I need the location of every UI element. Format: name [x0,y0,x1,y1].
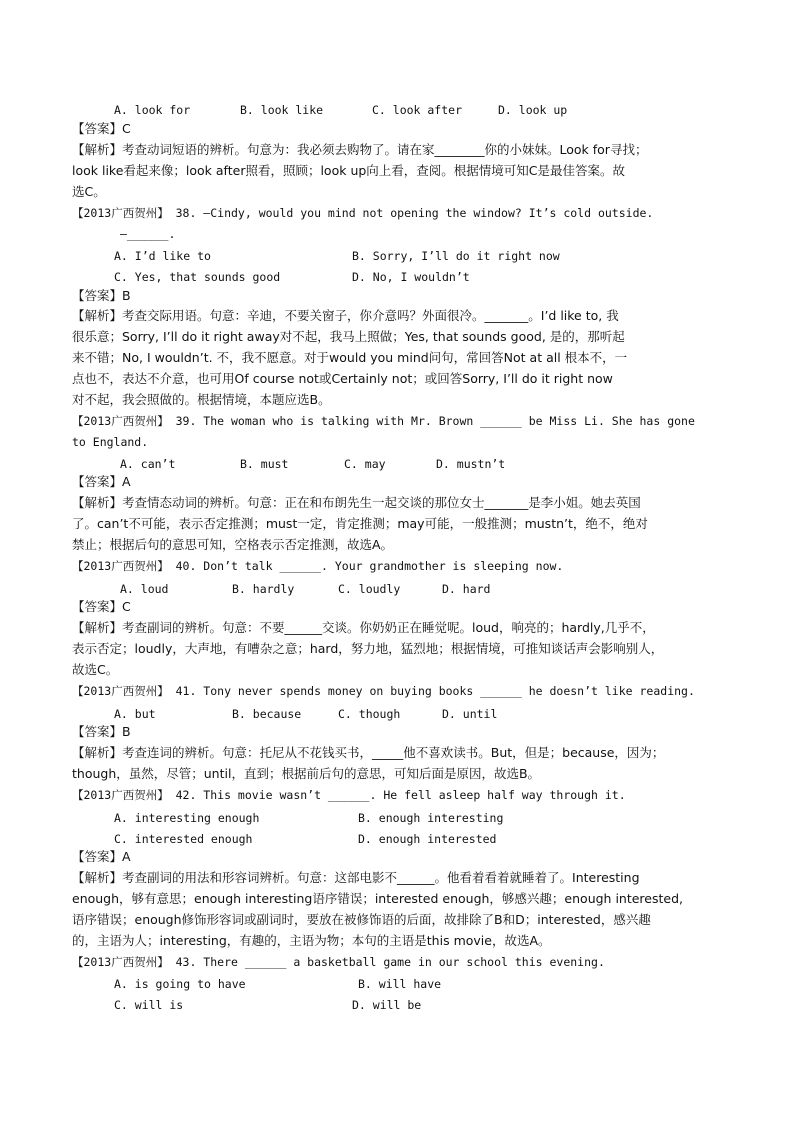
analysis-line: 点也不，表达不介意，也可用Of course not或Certainly not；或回答Sorry, I’ll do it right now [72,371,613,386]
question-stem: 【2013广西贺州】 41. Tony never spends money on buying books ______ he doesn’t like reading. [72,684,695,698]
option-c: C. loudly [338,582,401,596]
option-a: A. is going to have [114,977,246,991]
option-a: A. I’d like to [114,249,211,263]
analysis-line: 【解析】考查副词的用法和形容词辨析。句意：这部电影不______。他看着看着就睡着了。Interesting [72,870,640,885]
analysis-line: 很乐意；Sorry, I’ll do it right away对不起，我马上照做；Yes, that sounds good, 是的，那听起 [72,329,625,344]
analysis-line: 故选C。 [72,662,119,677]
option-b: B. must [240,457,289,471]
analysis-line: 禁止；根据后句的意思可知，空格表示否定推测，故选A。 [72,537,394,552]
option-c: C. Yes, that sounds good [114,270,281,284]
analysis-line: 【解析】考查副词的辨析。句意：不要______交谈。你奶奶正在睡觉呢。loud，响亮的；hardly,几乎不， [72,620,655,635]
analysis-line: 表示否定；loudly，大声地，有嘈杂之意；hard，努力地，猛烈地；根据情境，可推知谈话声会影响别人， [72,641,664,656]
option-c: C. interested enough [114,832,253,846]
analysis-line: 选C。 [72,184,106,199]
answer-line: 【答案】C [72,121,131,136]
option-b: B. look like [240,103,324,117]
analysis-line: 对不起，我会照做的。根据情境，本题应选B。 [72,392,331,407]
option-b: B. hardly [232,582,295,596]
option-c: C. will is [114,998,184,1012]
option-d: D. hard [442,582,491,596]
answer-line: 【答案】B [72,288,131,303]
option-d: D. look up [498,103,568,117]
answer-line: 【答案】A [72,474,131,489]
option-a: A. can’t [120,457,176,471]
question-stem: 【2013广西贺州】 42. This movie wasn’t ______. He fell asleep half way through it. [72,788,626,802]
analysis-line: 的，主语为人；interesting，有趣的，主语为物；本句的主语是this movie，故选A。 [72,933,551,948]
option-d: D. until [442,707,498,721]
analysis-line: 来不错；No, I wouldn’t. 不，我不愿意。对于would you mind问句，常回答Not at all 根本不，一 [72,350,628,365]
option-b: B. will have [358,977,442,991]
question-stem: 【2013广西贺州】 38. —Cindy, would you mind not opening the window? It’s cold outside. [72,206,654,220]
analysis-line: 【解析】考查交际用语。句意：辛迪，不要关窗子，你介意吗？外面很冷。_______。I’d like to, 我 [72,308,619,323]
answer-line: 【答案】A [72,849,131,864]
question-stem: to England. [72,435,149,449]
answer-line: 【答案】B [72,724,131,739]
option-a: A. look for [114,103,191,117]
analysis-line: 【解析】考查连词的辨析。句意：托尼从不花钱买书，_____他不喜欢读书。But，但是；because，因为； [72,745,665,760]
analysis-line: 语序错误；enough修饰形容词或副词时，要放在被修饰语的后面，故排除了B和D；interested，感兴趣 [72,912,651,927]
option-d: D. mustn’t [436,457,506,471]
option-a: A. loud [120,582,169,596]
analysis-line: though，虽然，尽管；until，直到；根据前后句的意思，可知后面是原因，故选B。 [72,766,541,781]
option-d: D. will be [352,998,422,1012]
option-a: A. but [114,707,156,721]
option-c: C. look after [372,103,463,117]
question-stem: 【2013广西贺州】 39. The woman who is talking with Mr. Brown ______ be Miss Li. She has gone [72,414,695,428]
option-c: C. may [344,457,386,471]
option-b: B. Sorry, I’ll do it right now [352,249,560,263]
answer-line: 【答案】C [72,599,131,614]
analysis-line: 了。can’t不可能，表示否定推测；must一定，肯定推测；may可能，一般推测；mustn’t，绝不，绝对 [72,516,648,531]
question-stem: 【2013广西贺州】 40. Don’t talk ______. Your grandmother is sleeping now. [72,559,564,573]
analysis-line: 【解析】考查动词短语的辨析。句意为：我必须去购物了。请在家________你的小妹妹。Look for寻找； [72,142,648,157]
option-c: C. though [338,707,401,721]
analysis-line: enough，够有意思；enough interesting语序错误；interested enough，够感兴趣；enough interested, [72,891,683,906]
option-b: B. because [232,707,302,721]
option-a: A. interesting enough [114,811,260,825]
option-b: B. enough interesting [358,811,504,825]
analysis-line: look like看起来像；look after照看，照顾；look up向上看，查阅。根据情境可知C是最佳答案。故 [72,163,626,178]
option-d: D. enough interested [358,832,497,846]
option-d: D. No, I wouldn’t [352,270,470,284]
question-stem: —______. [120,227,176,241]
question-stem: 【2013广西贺州】 43. There ______ a basketball game in our school this evening. [72,955,605,969]
analysis-line: 【解析】考查情态动词的辨析。句意：正在和布朗先生一起交谈的那位女士_______是李小姐。她去英国 [72,495,641,510]
